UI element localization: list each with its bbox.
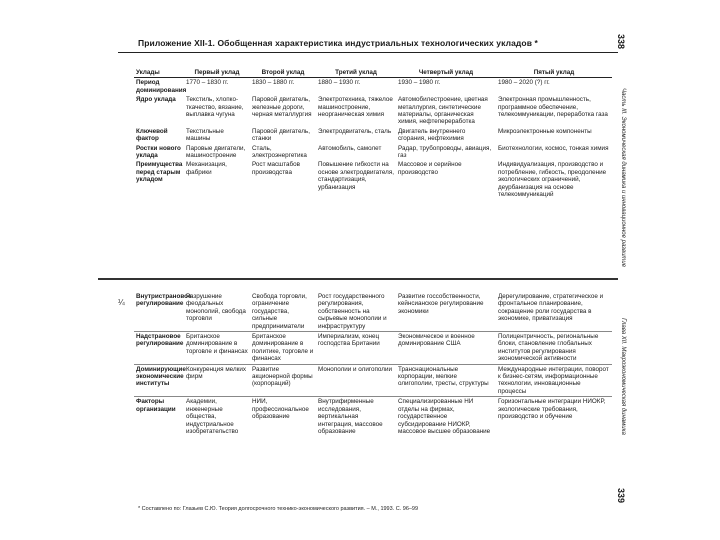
table-row xyxy=(134,144,612,161)
table-cell: Паровые двигатели, машиностроение xyxy=(186,144,246,160)
table-top xyxy=(134,68,612,200)
row-label: Факторы организации xyxy=(136,398,176,413)
table-cell: Электротехника, тяжелое машиностроение, неорганическая химия xyxy=(318,96,393,119)
table-cell: Радар, трубопроводы, авиация, газ xyxy=(398,144,492,160)
table-cell: 1880 – 1930 гг. xyxy=(318,79,361,87)
header-cell: Пятый уклад xyxy=(496,68,612,78)
header-cell: Третий уклад xyxy=(316,68,396,78)
table-cell: Международные интеграции, поворот к бизнес-сетям, информационные технологии, инновационные процессы xyxy=(496,364,612,397)
footnote: * Составлено по: Глазьев С.Ю. Теория долгосрочного технико-экономического развития. – М., 1993. С. 96–99 xyxy=(138,506,419,512)
table-cell: Микроэлектронные компоненты xyxy=(498,127,592,135)
table-header-row xyxy=(134,68,612,78)
table-cell: Разрушение феодальных монополий, свобода торговли xyxy=(184,292,250,332)
page-fold-divider xyxy=(98,278,618,280)
table-cell: Рост государственного регулирования, собственность на сырьевые монополии и инфраструктуру xyxy=(316,292,396,332)
table-cell: Развитие акционерной формы (корпораций) xyxy=(250,364,316,397)
table-cell: Специализированные НИ отделы на фирмах, государственное субсидирование НИОКР, массовое высшее образование xyxy=(398,398,491,435)
title-divider xyxy=(118,52,618,53)
table-cell: Свобода торговли, ограничение государства, сильные предприниматели xyxy=(250,292,316,332)
table-cell: 1770 – 1830 гг. xyxy=(186,79,229,87)
table-cell: Паровой двигатель, железные дороги, черная металлургия xyxy=(252,96,312,119)
row-label: Период доминирования xyxy=(136,79,187,94)
table-cell: Горизонтальные интеграции НИОКР, экологические требования, производство и обучение xyxy=(498,398,606,421)
table-cell: Развитие госсобственности, кейнсианское регулирование экономики xyxy=(396,292,496,332)
running-head-top: Часть III. Экономическая динамика и инновационное развитие xyxy=(620,88,626,268)
table-cell: Массовое и серийное производство xyxy=(398,161,462,176)
row-label: Ключевой фактор xyxy=(136,127,168,143)
table-cell: Механизация, фабрики xyxy=(186,161,227,176)
row-label: Надстрановое регулирование xyxy=(134,332,184,365)
table-cell: Британское доминирование в торговле и финансах xyxy=(184,332,250,365)
continuation-mark: ¼ xyxy=(118,298,125,307)
table-cell: Биотехнологии, космос, тонкая химия xyxy=(498,144,609,152)
table-cell: Конкуренция мелких фирм xyxy=(184,364,250,397)
table-cell: 1830 – 1880 гг. xyxy=(252,79,295,87)
table-cell: Текстиль, хлопко-ткачество, вязание, выплавка чугуна xyxy=(186,96,244,119)
table-row xyxy=(134,127,612,144)
table-cell: Автомобилестроение, цветная металлургия, синтетические материалы, органическая химия, нефтепереработка xyxy=(398,96,488,126)
running-head-bottom: Глава XII. Макроэкономическая динамика xyxy=(620,318,626,435)
table-cell: 1980 – 2020 (?) гг. xyxy=(498,79,550,87)
table-cell: Повышение гибкости на основе электродвигателя, стандартизация, урбанизация xyxy=(318,161,394,191)
row-label: Преимущества перед старым укладом xyxy=(136,161,183,184)
table-cell: 1930 – 1980 гг. xyxy=(398,79,441,87)
row-label: Ядро уклада xyxy=(136,96,176,104)
header-cell: Первый уклад xyxy=(184,68,250,78)
header-cell: Второй уклад xyxy=(250,68,316,78)
table-cell: Академии, инженерные общества, индустриальное изобретательство xyxy=(186,398,239,435)
document-page xyxy=(118,28,626,518)
table-cell: Электродвигатель, сталь xyxy=(318,127,392,135)
table-cell: Паровой двигатель, станки xyxy=(252,127,310,143)
table-cell: Полицентричность, региональные блоки, становление глобальных институтов регулирования экономической активности xyxy=(496,332,612,365)
table-cell: Рост масштабов производства xyxy=(252,161,301,176)
page-number-bottom: 339 xyxy=(616,488,626,504)
table-cell: Монополии и олигополии xyxy=(316,364,396,397)
table-cell: Транснациональные корпорации, мелкие олигополии, тресты, структуры xyxy=(396,364,496,397)
table-cell: Сталь, электроэнергетика xyxy=(252,144,307,160)
table-cell: Дерегулирование, стратегическое и фронтальное планирование, сокращение роли государства в экономике, приватизация xyxy=(496,292,612,332)
table-row xyxy=(134,332,612,365)
table-cell: Двигатель внутреннего сгорания, нефтехимия xyxy=(398,127,466,143)
table-cell: НИИ, профессиональное образование xyxy=(252,398,309,421)
table-row xyxy=(134,364,612,397)
table-bottom xyxy=(134,292,612,436)
page-number-top: 338 xyxy=(616,34,626,50)
table-cell: Индивидуализация, производство и потребление, гибкость, преодоление экологических ограничений, деурбанизация на основе телекоммуникаций xyxy=(498,161,607,199)
table-row xyxy=(134,397,612,437)
header-cell: Четвертый уклад xyxy=(396,68,496,78)
table-cell: Британское доминирование в политике, торговле и финансах xyxy=(250,332,316,365)
page-title: Приложение XII-1. Обобщенная характеристика индустриальных технологических укладов * xyxy=(138,38,538,48)
table-row xyxy=(134,78,612,95)
row-label: Доминирующие экономические институты xyxy=(134,364,184,397)
table-cell: Автомобиль, самолет xyxy=(318,144,382,152)
header-cell: Уклады xyxy=(134,68,184,78)
table-cell: Внутрифирменные исследования, вертикальная интеграция, массовое образование xyxy=(318,398,383,435)
row-label: Внутристрановое регулирование xyxy=(134,292,184,332)
table-row xyxy=(134,160,612,199)
row-label: Ростки нового уклада xyxy=(136,144,181,160)
table-cell: Экономическое и военное доминирование США xyxy=(396,332,496,365)
table-row xyxy=(134,292,612,332)
table-cell: Текстильные машины xyxy=(186,127,224,143)
table-cell: Электронная промышленность, программное обеспечение, телекоммуникации, переработка газа xyxy=(498,96,608,119)
table-row xyxy=(134,95,612,127)
table-cell: Империализм, конец господства Британии xyxy=(316,332,396,365)
